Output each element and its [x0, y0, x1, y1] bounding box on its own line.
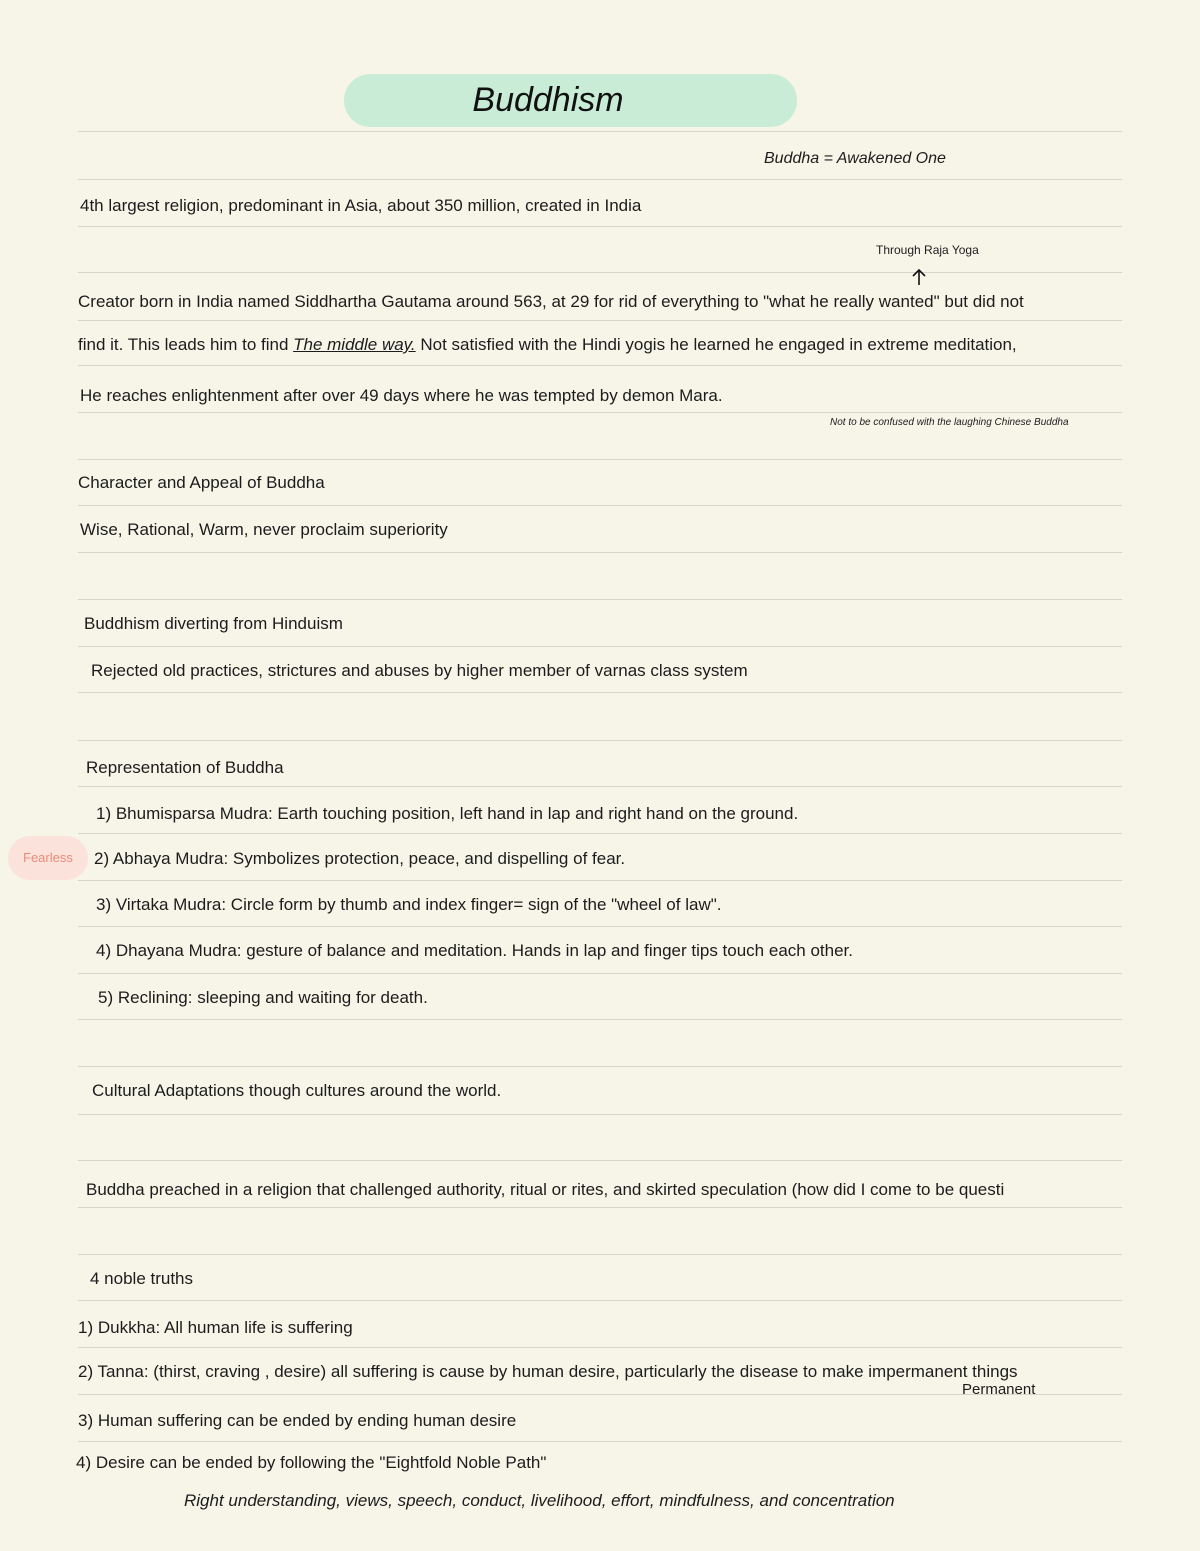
intro-line: 4th largest religion, predominant in Asia, about 350 million, created in India: [80, 196, 642, 215]
truths-heading: 4 noble truths: [90, 1269, 194, 1288]
mudra-item-4: 4) Dhayana Mudra: gesture of balance and meditation. Hands in lap and finger tips touch each other.: [96, 941, 853, 960]
confused-note: Not to be confused with the laughing Chinese Buddha: [830, 417, 1069, 428]
truth-item-3: 3) Human suffering can be ended by ending human desire: [78, 1411, 517, 1430]
ruled-line: [78, 1207, 1122, 1208]
ruled-line: [78, 599, 1122, 600]
permanent-note: Permanent: [962, 1381, 1036, 1398]
fearless-annotation: Fearless: [23, 850, 73, 865]
ruled-line: [78, 1347, 1122, 1348]
mudra-item-3: 3) Virtaka Mudra: Circle form by thumb and index finger= sign of the "wheel of law".: [96, 895, 722, 914]
ruled-line: [78, 131, 1122, 132]
mudra-item-5: 5) Reclining: sleeping and waiting for death.: [98, 988, 428, 1007]
ruled-line: [78, 1066, 1122, 1067]
eightfold-path-list: Right understanding, views, speech, conduct, livelihood, effort, mindfulness, and concentration: [184, 1491, 895, 1510]
ruled-line: [78, 692, 1122, 693]
diverting-body: Rejected old practices, strictures and abuses by higher member of varnas class system: [91, 661, 748, 680]
mudra-item-1: 1) Bhumisparsa Mudra: Earth touching position, left hand in lap and right hand on the ground.: [96, 804, 799, 823]
representation-heading: Representation of Buddha: [86, 758, 284, 777]
ruled-line: [78, 973, 1122, 974]
ruled-line: [78, 320, 1122, 321]
ruled-line: [78, 365, 1122, 366]
ruled-line: [78, 740, 1122, 741]
creator-line-2-start: find it. This leads him to find: [78, 335, 294, 354]
ruled-line: [78, 412, 1122, 413]
truth-item-1: 1) Dukkha: All human life is suffering: [78, 1318, 353, 1337]
ruled-line: [78, 833, 1122, 834]
creator-line-3: He reaches enlightenment after over 49 days where he was tempted by demon Mara.: [80, 386, 723, 405]
ruled-line: [78, 646, 1122, 647]
diverting-heading: Buddhism diverting from Hinduism: [84, 614, 343, 633]
ruled-line: [78, 1019, 1122, 1020]
ruled-line: [78, 1254, 1122, 1255]
preached-line: Buddha preached in a religion that challenged authority, ritual or rites, and skirted speculation (how did I come to be questi: [86, 1180, 1005, 1199]
ruled-line: [78, 1300, 1122, 1301]
raja-yoga-note: Through Raja Yoga: [876, 243, 979, 257]
ruled-line: [78, 1160, 1122, 1161]
mudra-item-2: 2) Abhaya Mudra: Symbolizes protection, peace, and dispelling of fear.: [94, 849, 626, 868]
ruled-line: [78, 552, 1122, 553]
ruled-line: [78, 926, 1122, 927]
ruled-line: [78, 880, 1122, 881]
character-body: Wise, Rational, Warm, never proclaim superiority: [80, 520, 448, 539]
ruled-line: [78, 505, 1122, 506]
ruled-line: [78, 1441, 1122, 1442]
buddha-meaning: Buddha = Awakened One: [764, 150, 946, 167]
truth-item-4: 4) Desire can be ended by following the "Eightfold Noble Path": [76, 1453, 547, 1472]
ruled-line: [78, 272, 1122, 273]
creator-line-1: Creator born in India named Siddhartha Gautama around 563, at 29 for rid of everything to "what he really wanted" but did not: [78, 292, 1024, 311]
ruled-line: [78, 459, 1122, 460]
creator-line-2: [78, 335, 1017, 355]
ruled-line: [78, 179, 1122, 180]
character-heading: Character and Appeal of Buddha: [78, 473, 325, 492]
ruled-line: [78, 786, 1122, 787]
truth-item-2: 2) Tanna: (thirst, craving , desire) all suffering is cause by human desire, particularly the disease to make impermanent things: [78, 1362, 1018, 1381]
cultural-adaptations: Cultural Adaptations though cultures around the world.: [92, 1081, 502, 1100]
creator-line-2-end: Not satisfied with the Hindi yogis he learned he engaged in extreme meditation,: [415, 335, 1017, 354]
page-title: Buddhism: [472, 81, 624, 119]
ruled-line: [78, 1114, 1122, 1115]
arrow-up-icon: [910, 268, 928, 286]
ruled-line: [78, 226, 1122, 227]
middle-way-phrase: The middle way.: [293, 335, 416, 354]
